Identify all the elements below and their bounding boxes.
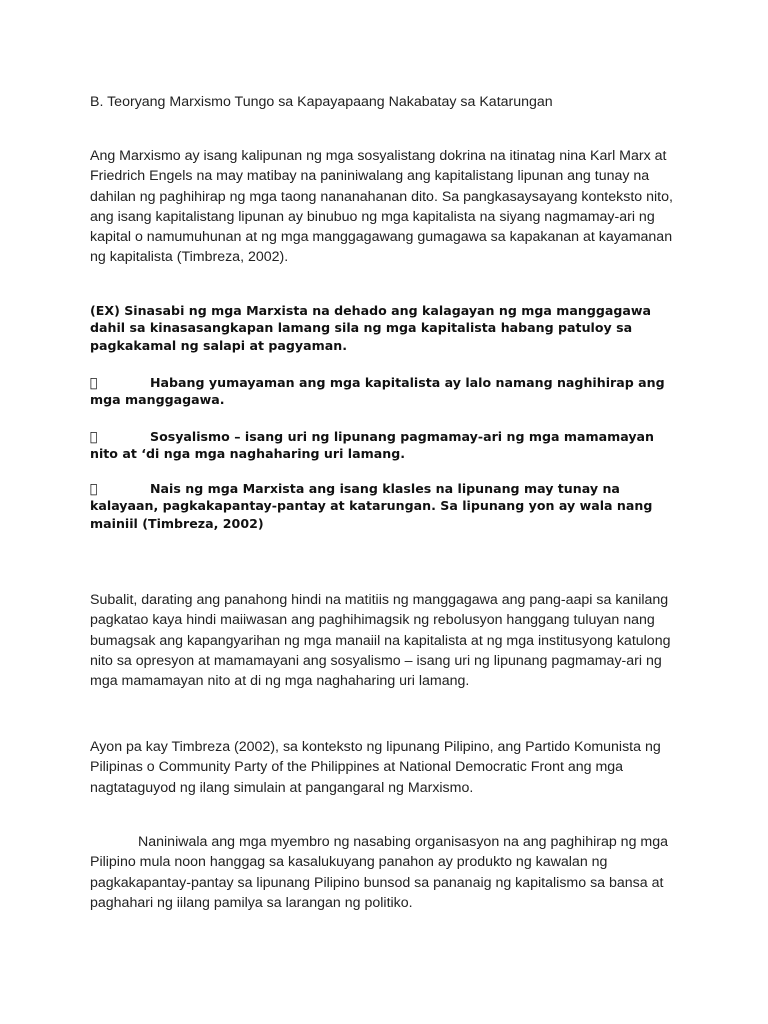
intro-paragraph: Ang Marxismo ay isang kalipunan ng mga sosyalistang dokrina na itinatag nina Karl Marx at Friedrich Engels na may matibay na paniniwalang ang kapitalistang lipunan ang tunay na dahilan ng paghihirap ng mga taong nananahanan dito. Sa pangkasaysayang konteksto nito, ang isang kapitalistang lipunan ay binubuo ng mga kapitalista na siyang nagmamay-ari ng kapital o namumuhunan at ng mga manggagawang gumagawa sa kapakanan at kayamanan ng kapitalista (Timbreza, 2002).: [90, 148, 673, 266]
subalit-paragraph: Subalit, darating ang panahong hindi na matitiis ng manggagawa ang pang-aapi sa kanilang pagkatao kaya hindi maiiwasan ang paghihimagsik ng rebolusyon hanggang tuluyan nang bumagsak ang kapangyarihan ng mga manaiil na kapitalista at ng mga institusyong katulong nito sa opresyon at mamamayani ang sosyalismo – isang uri ng lipunang pagmamay-ari ng mga mamamayan nito at di ng mga naghaharing uri lamang.: [90, 592, 671, 690]
bullet-icon: [90, 374, 150, 391]
naniniwala-paragraph-wrapper: [90, 832, 690, 913]
bullet-text: Habang yumayaman ang mga kapitalista ay lalo namang naghihirap ang mga manggagawa.: [90, 375, 665, 408]
bullet-icon: [90, 480, 150, 497]
bullet-item: [90, 480, 680, 532]
naniniwala-paragraph: Naniniwala ang mga myembro ng nasabing organisasyon na ang paghihirap ng mga Pilipino mula noon hanggag sa kasalukuyang panahon ay produkto ng kawalan ng pagkakapantay-pantay sa lipunang Pilipino bunsod sa pananaig ng kapitalismo sa bansa at paghahari ng iilang pamilya sa larangan ng politiko.: [90, 834, 669, 911]
bullet-item: [90, 374, 680, 409]
section-heading: B. Teoryang Marxismo Tungo sa Kapayapaang Nakabatay sa Katarungan: [90, 94, 553, 110]
bullet-text: Nais ng mga Marxista ang isang klasles na lipunang may tunay na kalayaan, pagkakapantay-pantay at katarungan. Sa lipunang yon ay wala nang mainiil (Timbreza, 2002): [90, 481, 653, 531]
ayon-paragraph: Ayon pa kay Timbreza (2002), sa konteksto ng lipunang Pilipino, ang Partido Komunista ng Pilipinas o Community Party of the Philippines at National Democratic Front ang mga nagtataguyod ng ilang simulain at pangangaral ng Marxismo.: [90, 739, 661, 796]
bullet-item: [90, 428, 680, 463]
bullet-icon: [90, 428, 150, 445]
bullet-text: Sosyalismo – isang uri ng lipunang pagmamay-ari ng mga mamamayan nito at ‘di nga mga naghaharing uri lamang.: [90, 429, 655, 462]
example-paragraph: (EX) Sinasabi ng mga Marxista na dehado ang kalagayan ng mga manggagawa dahil sa kinasasangkapan lamang sila ng mga kapitalista habang patuloy sa pagkakamal ng salapi at pagyaman.: [90, 303, 652, 353]
